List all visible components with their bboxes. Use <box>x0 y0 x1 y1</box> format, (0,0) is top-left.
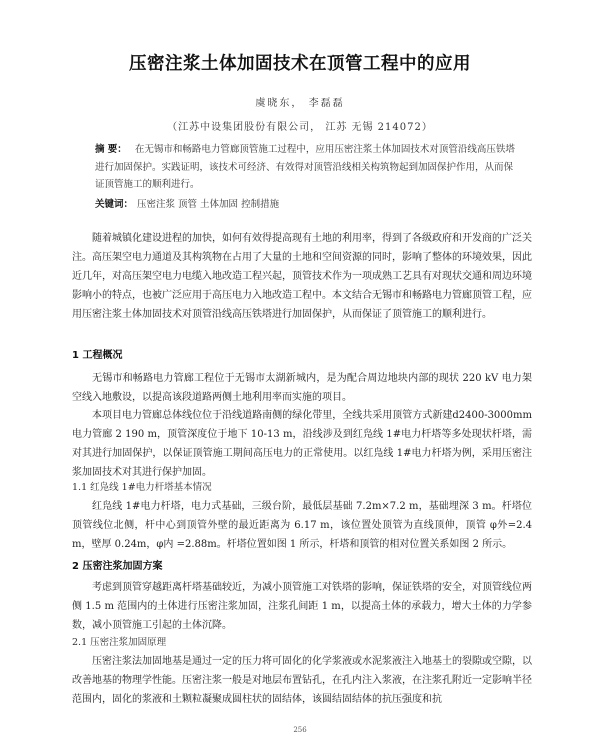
section-1-paragraph-2: 本项目电力管廊总体线位位于沿线道路南侧的绿化带里，全线共采用顶管方式新建d2400-3000mm 电力管廊 2 190 m，顶管深度位于地下 10-13 m，沿线涉及到红凫线 1#电力杆塔等多处现状杆塔，需对其进行加固保护，以保证顶管施工期间高压电力的正常使用。以红凫线 1#电力杆塔为例，采用压密注浆加固技术对其进行保护加固。 <box>72 410 532 478</box>
abstract-label: 摘 要： <box>95 144 127 155</box>
section-1-1-paragraph: 红凫线 1#电力杆塔，电力式基础，三级台阶，最低层基础 7.2m×7.2 m，基础埋深 3 m。杆塔位顶管线位北侧，杆中心到顶管外壁的最近距离为 6.17 m，该位置处顶管为直线顶伸，顶管 φ外=2.4 m，壁厚 0.24m，φ内 =2.88m。杆塔位置如图 1 所示，杆塔和顶管的相对位置关系如图 2 所示。 <box>72 501 532 550</box>
section-1-1-heading: 1.1 红凫线 1#电力杆塔基本情况 <box>72 482 212 493</box>
section-2-paragraph: 考虑到顶管穿越距离杆塔基础较近，为减小顶管施工对铁塔的影响，保证铁塔的安全，对顶管线位两侧 1.5 m 范围内的土体进行压密注浆加固，注浆孔间距 1 m，以提高土体的承载力，增大土体的力学参数，减小顶管施工引起的土体沉降。 <box>72 582 532 631</box>
abstract-text: 在无锡市和畅路电力管廊顶管施工过程中，应用压密注浆土体加固技术对顶管沿线高压铁塔进行加固保护。实践证明，该技术可经济、有效得对顶管沿线相关构筑物起到加固保护作用，从而保证顶管施工的顺利进行。 <box>95 144 515 190</box>
keywords-block <box>95 196 515 213</box>
abstract-block <box>95 141 515 194</box>
keywords-text: 压密注浆 顶管 土体加固 控制措施 <box>137 199 280 210</box>
paper-affiliation: （江苏中设集团股份有限公司， 江苏 无锡 214072） <box>167 122 433 133</box>
section-2-1-paragraph: 压密注浆法加固地基是通过一定的压力将可固化的化学浆液或水泥浆液注入地基土的裂隙或空隙，以改善地基的物理学性能。压密注浆一般是对地层布置钻孔，在孔内注入浆液，在注浆孔附近一定影响半径范围内，固化的浆液和土颗粒凝聚成圆柱状的固结体，该圆结固结体的抗压强度和抗 <box>72 656 532 705</box>
section-2-1-heading: 2.1 压密注浆加固原理 <box>72 637 167 648</box>
section-2-heading: 2 压密注浆加固方案 <box>72 561 163 572</box>
page-number: 256 <box>293 726 307 734</box>
section-1-paragraph-1: 无锡市和畅路电力管廊工程位于无锡市太湖新城内，是为配合周边地块内部的现状 220 kV 电力架空线入地敷设，以提高该段道路两侧土地利用率而实施的项目。 <box>72 373 532 403</box>
paper-title: 压密注浆土体加固技术在顶管工程中的应用 <box>129 54 471 74</box>
intro-paragraph: 随着城镇化建设进程的加快，如何有效得提高现有土地的利用率，得到了各级政府和开发商的广泛关注。高压架空电力通道及其构筑物在占用了大量的土地和空间资源的同时，影响了整体的环境效果，因此近几年，对高压架空电力电缆入地改造工程兴起，顶管技术作为一项成熟工艺具有对现状交通和周边环境影响小的特点，也被广泛应用于高压电力入地改造工程中。本文结合无锡市和畅路电力管廊顶管工程，应用压密注浆土体加固技术对顶管沿线高压铁塔进行加固保护，从而保证了顶管施工的顺利进行。 <box>72 233 532 320</box>
keywords-label: 关键词： <box>95 199 134 210</box>
section-1-heading: 1 工程概况 <box>72 350 123 361</box>
paper-authors: 虞晓东， 李磊磊 <box>255 98 345 109</box>
